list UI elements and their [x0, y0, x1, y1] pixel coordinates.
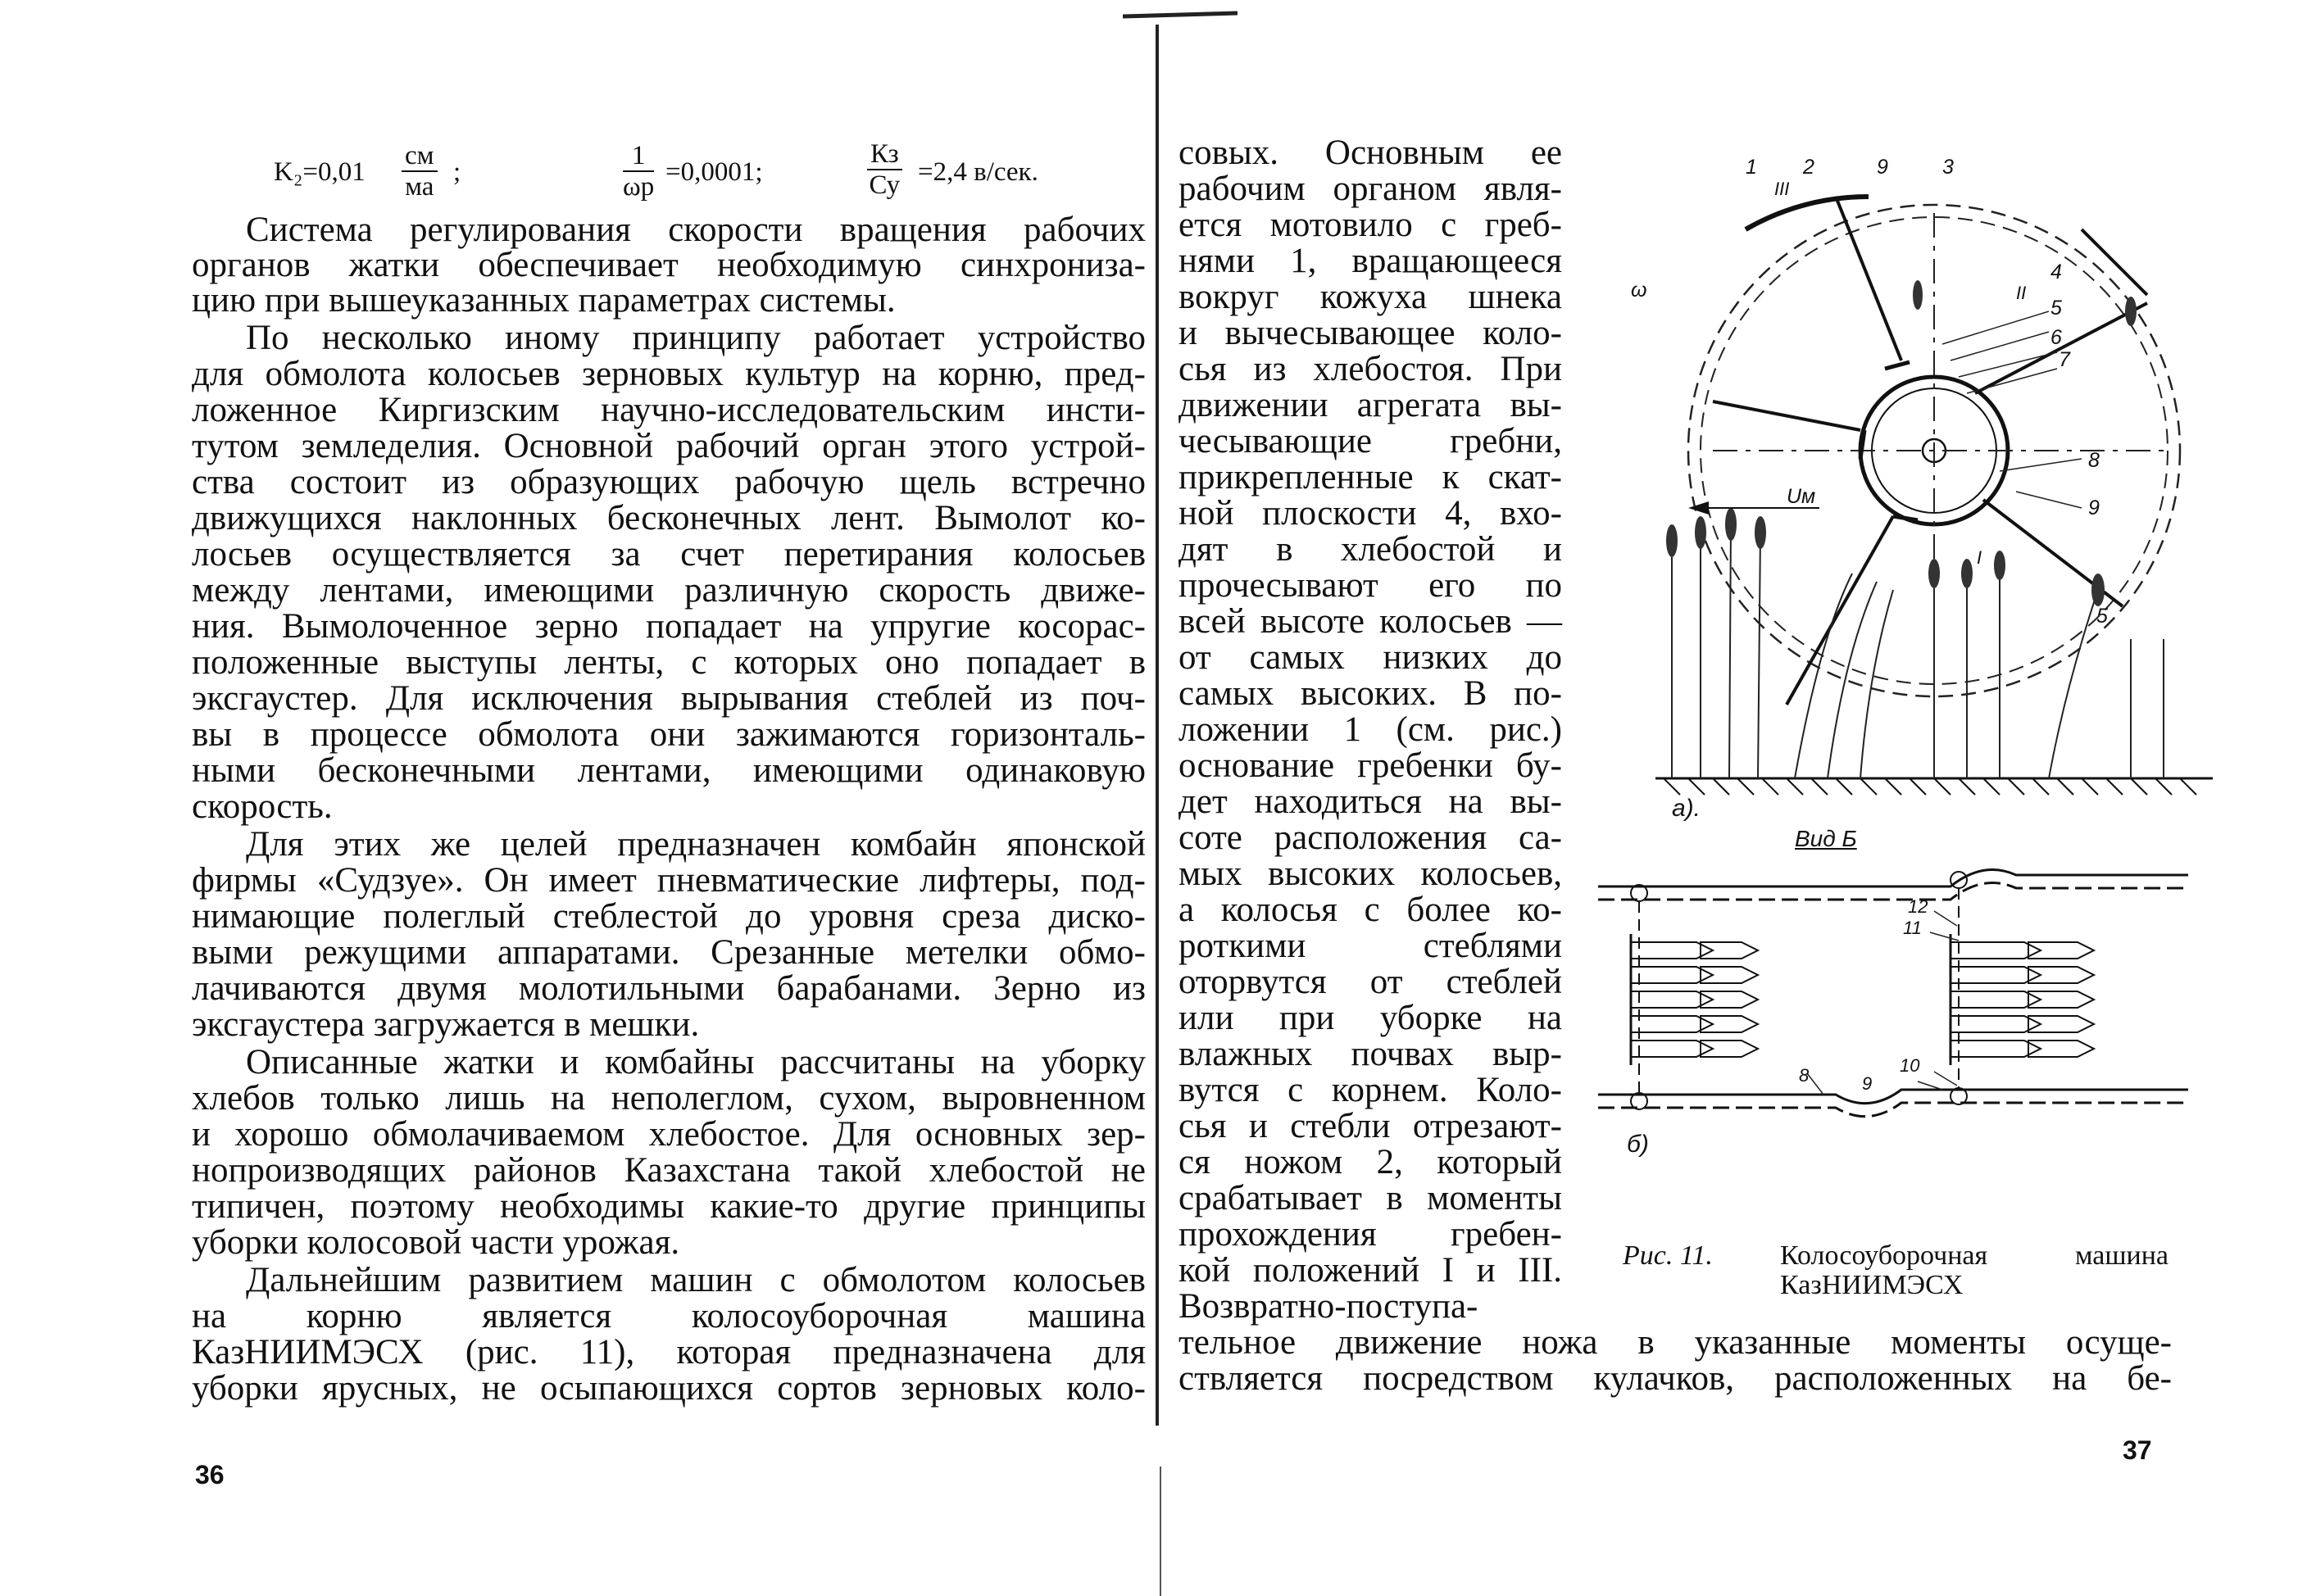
formula-k2: K₂=0,01 — [274, 157, 366, 187]
text-line: чесывающие гребни, — [1178, 422, 1562, 460]
text-line: цию при вышеуказанных параметрах системы. — [192, 281, 896, 320]
text-line: всей высоте колосьев — — [1178, 602, 1562, 641]
figure-b-label: б) — [1627, 1131, 1649, 1158]
text-line: движении агрегата вы- — [1178, 386, 1562, 424]
text-line: вы в процессе обмолота они зажимаются горизонталь- — [192, 715, 1146, 754]
text-line: ся ножом 2, который — [1178, 1143, 1562, 1181]
text-line: нями 1, вращающееся — [1178, 242, 1562, 280]
text-line: скорость. — [192, 787, 333, 826]
text-line: органов жатки обеспечивает необходимую синхрониза- — [192, 246, 1146, 284]
figure-caption-title-2: КазНИИМЭСХ — [1780, 1270, 1964, 1300]
text-line: самых высоких. В по- — [1178, 674, 1562, 713]
text-line: нимающие полеглый стеблестой до уровня среза диско- — [192, 897, 1146, 936]
formula-k2-fraction: см ма — [402, 141, 438, 202]
figure-view-label: Вид Б — [1795, 826, 1857, 851]
figure-num-label: 10 — [1900, 1055, 1920, 1076]
text-line: ной плоскости 4, вхо- — [1178, 494, 1562, 533]
text-line: тельное движение ножа в указанные моменты осуще- — [1178, 1323, 2172, 1362]
figure-num-label: 9 — [1877, 156, 1888, 179]
figure-roman-label: I — [1977, 547, 1982, 568]
right-page — [1147, 0, 2307, 1596]
text-line: а колосья с более ко- — [1178, 891, 1562, 929]
text-line: совых. Основным ее — [1178, 134, 1562, 172]
text-line: от самых низких до — [1178, 638, 1562, 677]
text-line: вокруг кожуха шнека — [1178, 278, 1562, 316]
figure-num-label: 8 — [2088, 449, 2100, 472]
figure-num-label: 1 — [1746, 156, 1757, 179]
text-line: на корню является колосоуборочная машина — [192, 1297, 1146, 1335]
text-line: рабочим органом явля- — [1178, 170, 1562, 208]
text-line: хлебов только лишь на неполеглом, сухом, выровненном — [192, 1079, 1146, 1118]
text-line: Описанные жатки и комбайны рассчитаны на уборку — [246, 1043, 1146, 1081]
text-line: дет находиться на вы- — [1178, 782, 1562, 821]
figure-num-label: 8 — [1799, 1065, 1810, 1086]
figure-num-label: 7 — [2059, 348, 2070, 371]
text-line: ными бесконечными лентами, имеющими одинаковую — [192, 751, 1146, 790]
figure-num-label: 3 — [1942, 156, 1954, 179]
text-line: вутся с корнем. Коло- — [1178, 1071, 1562, 1109]
text-line: эксгаустер. Для исключения вырывания стеблей из поч- — [192, 679, 1146, 718]
text-line: и хорошо обмолачиваемом хлебостое. Для основных зер- — [192, 1115, 1146, 1154]
figure-velocity-label: Uм — [1787, 485, 1816, 508]
text-line: Возвратно-поступа- — [1178, 1287, 1478, 1326]
figure-num-label: 5 — [2050, 297, 2062, 320]
text-line: уборки колосовой части урожая. — [192, 1223, 680, 1262]
text-line: Система регулирования скорости вращения рабочих — [246, 211, 1146, 249]
left-page — [0, 0, 1147, 1596]
figure-roman-label: II — [2016, 283, 2027, 303]
figure-omega-label: ω — [1631, 279, 1647, 302]
text-line: фирмы «Судзуе». Он имеет пневматические лифтеры, под- — [192, 861, 1146, 900]
figure-roman-label: III — [1774, 179, 1790, 199]
figure-a-reel-diagram — [1590, 147, 2221, 803]
text-line: ложенное Киргизским научно-исследовательским инсти- — [192, 391, 1146, 429]
text-line: основание гребенки бу- — [1178, 746, 1562, 785]
text-line: уборки ярусных, не осыпающихся сортов зерновых коло- — [192, 1369, 1146, 1408]
figure-num-label: 5 — [2096, 605, 2108, 628]
text-line: типичен, поэтому необходимы какие-то другие принципы — [192, 1187, 1146, 1226]
text-line: ется мотовило с греб- — [1178, 206, 1562, 244]
text-line: лачиваются двумя молотильными барабанами. Зерно из — [192, 969, 1146, 1008]
figure-num-label: 12 — [1908, 896, 1928, 917]
text-line: положенные выступы ленты, с которых оно попадает в — [192, 643, 1146, 682]
text-line: выми режущими аппаратами. Срезанные метелки обмо- — [192, 933, 1146, 972]
text-line: роткими стеблями — [1178, 927, 1562, 965]
page-number-left: 36 — [195, 1460, 225, 1489]
figure-caption-prefix: Рис. 11. — [1623, 1240, 1713, 1271]
text-line: По несколько иному принципу работает устройство — [246, 319, 1146, 357]
formula-omega-fraction: 1 ωр — [623, 141, 655, 202]
text-line: прикрепленные к скат- — [1178, 458, 1562, 496]
figure-num-label: 11 — [1903, 918, 1922, 938]
text-line: влажных почвах выр- — [1178, 1035, 1562, 1073]
figure-num-label: 9 — [2088, 496, 2100, 519]
text-line: оторвутся от стеблей — [1178, 963, 1562, 1001]
text-line: лосьев осуществляется за счет перетирания колосьев — [192, 535, 1146, 574]
text-line: мых высоких колосьев, — [1178, 855, 1562, 893]
text-line: соте расположения са- — [1178, 818, 1562, 857]
text-line: ложении 1 (см. рис.) — [1178, 710, 1562, 749]
text-line: Дальнейшим развитием машин с обмолотом колосьев — [246, 1261, 1146, 1299]
text-line: сья из хлебостоя. При — [1178, 350, 1562, 388]
text-line: нопроизводящих районов Казахстана такой хлебостой не — [192, 1151, 1146, 1190]
page-number-right: 37 — [2123, 1435, 2152, 1465]
text-line: тутом земледелия. Основной рабочий орган этого устрой- — [192, 427, 1146, 465]
figure-num-label: 2 — [1803, 156, 1814, 179]
text-line: движущихся наклонных бесконечных лент. Вымолот ко- — [192, 499, 1146, 537]
formula-kz-fraction: Кз Су — [867, 139, 902, 200]
figure-b-view-diagram — [1590, 852, 2196, 1155]
text-line: сья и стебли отрезают- — [1178, 1107, 1562, 1145]
formula-omega-tail: =0,0001; — [665, 157, 763, 187]
figure-num-label: 6 — [2050, 326, 2062, 349]
text-line: КазНИИМЭСХ (рис. 11), которая предназначена для — [192, 1333, 1146, 1372]
text-line: Для этих же целей предназначен комбайн японской — [246, 825, 1146, 864]
text-line: дят в хлебостой и — [1178, 530, 1562, 569]
text-line: кой положений I и III. — [1178, 1251, 1562, 1290]
figure-a-label: а). — [1672, 795, 1701, 822]
text-line: эксгаустера загружается в мешки. — [192, 1005, 700, 1044]
text-line: прохождения гребен- — [1178, 1215, 1562, 1254]
text-line: или при уборке на — [1178, 999, 1562, 1037]
text-line: прочесывают его по — [1178, 566, 1562, 605]
text-line: ствляется посредством кулачков, расположенных на бе- — [1178, 1359, 2172, 1398]
formula-k2-tail: ; — [453, 157, 461, 187]
text-line: ства состоит из образующих рабочую щель встречно — [192, 463, 1146, 501]
text-line: и вычесывающее коло- — [1178, 314, 1562, 352]
text-line: для обмолота колосьев зерновых культур на корню, пред- — [192, 355, 1146, 393]
text-line: между лентами, имеющими различную скорость движе- — [192, 571, 1146, 610]
figure-num-label: 4 — [2050, 261, 2062, 283]
figure-caption-title: Колосоуборочная машина — [1780, 1240, 2168, 1271]
formula-kz-tail: =2,4 в/сек. — [918, 157, 1038, 187]
text-line: ния. Вымолоченное зерно попадает на упругие косорас- — [192, 607, 1146, 646]
text-line: срабатывает в моменты — [1178, 1179, 1562, 1217]
figure-num-label: 9 — [1862, 1073, 1873, 1094]
